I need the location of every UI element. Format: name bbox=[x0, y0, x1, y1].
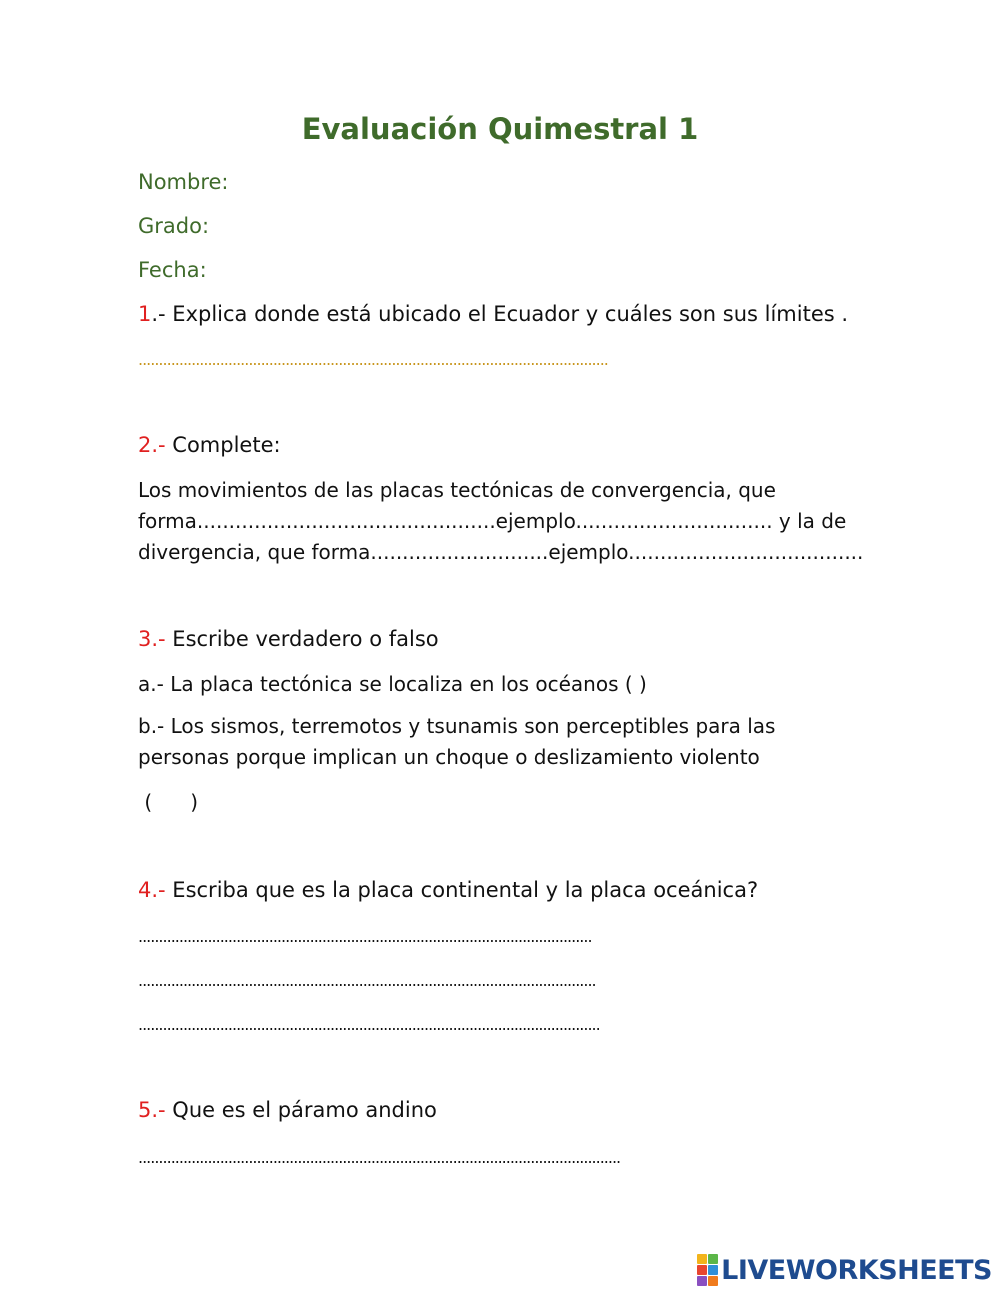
question-1-answer-line[interactable]: ................................................................................................................... bbox=[138, 350, 608, 369]
question-2-title: Complete: bbox=[165, 433, 281, 457]
question-2-number: 2.- bbox=[138, 433, 166, 457]
question-1-number: 1 bbox=[138, 302, 152, 326]
question-5 bbox=[138, 1098, 437, 1122]
question-4-answer-line-3[interactable]: ................................................................................................................. bbox=[138, 1015, 600, 1034]
page-title: Evaluación Quimestral 1 bbox=[301, 112, 699, 146]
grade-label: Grado: bbox=[138, 214, 210, 238]
question-3-item-b-line-1: b.- Los sismos, terremotos y tsunamis son perceptibles para las bbox=[138, 714, 776, 738]
question-5-answer-line[interactable]: ...................................................................................................................... bbox=[138, 1148, 621, 1167]
logo-text: LIVEWORKSHEETS bbox=[721, 1254, 992, 1286]
question-4-title: Escriba que es la placa continental y la placa oceánica? bbox=[165, 878, 759, 902]
question-2-line-3[interactable]: divergencia, que forma............................ejemplo..................................... bbox=[138, 540, 864, 564]
date-label: Fecha: bbox=[138, 258, 207, 282]
question-3-item-a[interactable]: a.- La placa tectónica se localiza en los océanos ( ) bbox=[138, 672, 647, 696]
question-5-title: Que es el páramo andino bbox=[165, 1098, 437, 1122]
question-4-answer-line-2[interactable]: ................................................................................................................ bbox=[138, 971, 596, 990]
question-4 bbox=[138, 878, 758, 902]
question-2-line-1: Los movimientos de las placas tectónicas de convergencia, que bbox=[138, 478, 776, 502]
question-1-text: .- Explica donde está ubicado el Ecuador y cuáles son sus límites . bbox=[151, 302, 849, 326]
question-1 bbox=[138, 302, 848, 326]
name-label: Nombre: bbox=[138, 170, 229, 194]
question-4-number: 4.- bbox=[138, 878, 166, 902]
question-3-item-b-answer[interactable]: ( ) bbox=[138, 790, 199, 814]
question-3 bbox=[138, 627, 439, 651]
question-3-number: 3.- bbox=[138, 627, 166, 651]
question-2-paragraph bbox=[138, 475, 864, 568]
liveworksheets-logo bbox=[697, 1254, 992, 1286]
question-3-item-b-line-2: personas porque implican un choque o deslizamiento violento bbox=[138, 745, 760, 769]
question-5-number: 5.- bbox=[138, 1098, 166, 1122]
question-3-item-b bbox=[138, 711, 858, 773]
question-2 bbox=[138, 433, 281, 457]
logo-mark-icon bbox=[697, 1254, 718, 1286]
question-2-line-2[interactable]: forma...............................................ejemplo............................... y la de bbox=[138, 509, 847, 533]
question-4-answer-line-1[interactable]: ............................................................................................................... bbox=[138, 927, 592, 946]
question-3-title: Escribe verdadero o falso bbox=[165, 627, 439, 651]
